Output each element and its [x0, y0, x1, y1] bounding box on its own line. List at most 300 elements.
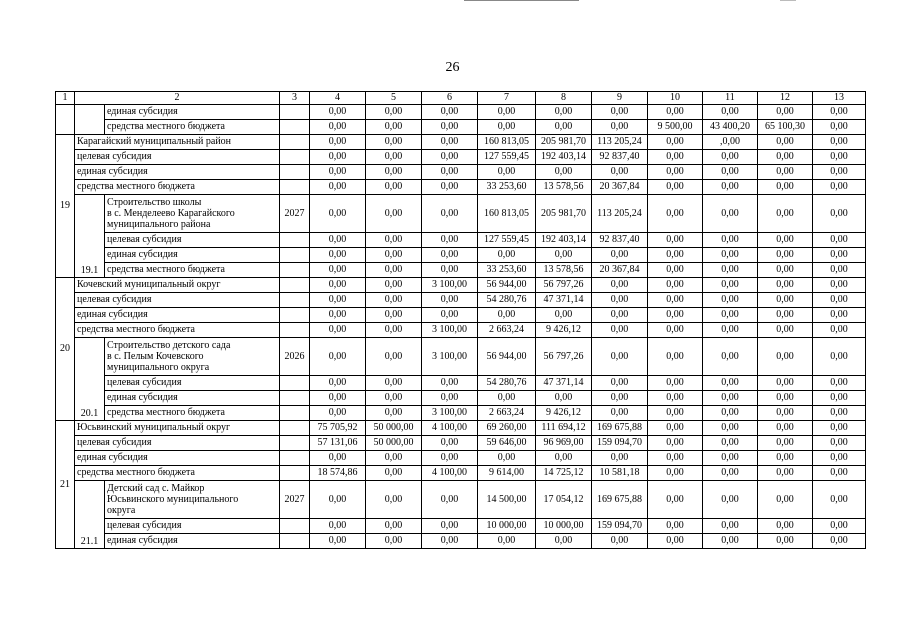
value-cell: 0,00 [592, 376, 648, 391]
value-cell: 0,00 [813, 150, 866, 165]
value-cell: 0,00 [310, 263, 366, 278]
value-cell: 0,00 [366, 338, 422, 376]
section-number: 20 [56, 278, 75, 421]
value-cell: 0,00 [758, 165, 813, 180]
year-cell [280, 451, 310, 466]
value-cell: 0,00 [422, 150, 478, 165]
value-cell: 0,00 [478, 451, 536, 466]
value-cell: 0,00 [648, 308, 703, 323]
value-cell: 10 581,18 [592, 466, 648, 481]
value-cell: 0,00 [648, 406, 703, 421]
value-cell: 0,00 [813, 338, 866, 376]
value-cell: 169 675,88 [592, 421, 648, 436]
year-cell: 2027 [280, 195, 310, 233]
value-cell: 0,00 [310, 248, 366, 263]
year-cell [280, 421, 310, 436]
year-cell [280, 293, 310, 308]
year-cell [280, 278, 310, 293]
section-title: Юсьвинский муниципальный округ [75, 421, 280, 436]
value-cell: 54 280,76 [478, 376, 536, 391]
value-cell: 0,00 [648, 105, 703, 120]
value-cell: 0,00 [422, 263, 478, 278]
year-cell [280, 534, 310, 549]
header-cell: 13 [813, 92, 866, 105]
value-cell: 0,00 [536, 534, 592, 549]
value-cell: 57 131,06 [310, 436, 366, 451]
top-rule [464, 0, 579, 1]
value-cell: 0,00 [758, 406, 813, 421]
value-cell: 0,00 [366, 263, 422, 278]
value-cell: 0,00 [422, 165, 478, 180]
value-cell: 0,00 [703, 165, 758, 180]
value-cell: 160 813,05 [478, 135, 536, 150]
value-cell: 0,00 [592, 406, 648, 421]
year-cell [280, 135, 310, 150]
year-cell [280, 391, 310, 406]
header-cell: 9 [592, 92, 648, 105]
table-row [56, 293, 866, 308]
value-cell: 0,00 [422, 135, 478, 150]
value-cell: 47 371,14 [536, 376, 592, 391]
value-cell: 0,00 [758, 248, 813, 263]
value-cell: 0,00 [422, 436, 478, 451]
value-cell: 0,00 [422, 308, 478, 323]
value-cell: 56 797,26 [536, 338, 592, 376]
value-cell: 0,00 [758, 436, 813, 451]
value-cell: 0,00 [813, 519, 866, 534]
value-cell: 0,00 [703, 105, 758, 120]
value-cell: 0,00 [310, 165, 366, 180]
value-cell: 0,00 [813, 534, 866, 549]
value-cell: 0,00 [478, 248, 536, 263]
value-cell: 0,00 [648, 421, 703, 436]
value-cell: 0,00 [703, 180, 758, 195]
value-cell: 0,00 [758, 105, 813, 120]
value-cell: 0,00 [592, 248, 648, 263]
value-cell: 159 094,70 [592, 519, 648, 534]
table-row [56, 323, 866, 338]
value-cell: 0,00 [758, 323, 813, 338]
table-row [56, 120, 866, 135]
value-cell: 0,00 [758, 278, 813, 293]
row-label: целевая субсидия [75, 150, 280, 165]
value-cell: 0,00 [758, 391, 813, 406]
value-cell: 59 646,00 [478, 436, 536, 451]
value-cell: 4 100,00 [422, 421, 478, 436]
value-cell: 0,00 [592, 278, 648, 293]
value-cell: 0,00 [648, 293, 703, 308]
value-cell: 0,00 [478, 120, 536, 135]
value-cell: 0,00 [366, 120, 422, 135]
value-cell: 0,00 [813, 436, 866, 451]
value-cell: 192 403,14 [536, 150, 592, 165]
row-label: единая субсидия [105, 105, 280, 120]
value-cell: 13 578,56 [536, 263, 592, 278]
value-cell: 0,00 [648, 135, 703, 150]
value-cell: 0,00 [703, 481, 758, 519]
value-cell: 0,00 [703, 376, 758, 391]
value-cell: 0,00 [648, 263, 703, 278]
value-cell: 0,00 [366, 519, 422, 534]
value-cell: 0,00 [422, 180, 478, 195]
row-label: средства местного бюджета [105, 406, 280, 421]
value-cell: 0,00 [813, 451, 866, 466]
value-cell: 0,00 [592, 120, 648, 135]
value-cell: 0,00 [758, 519, 813, 534]
subsection-number: 21.1 [75, 481, 105, 549]
value-cell: 0,00 [758, 135, 813, 150]
value-cell: 0,00 [310, 376, 366, 391]
header-cell: 6 [422, 92, 478, 105]
value-cell: 14 725,12 [536, 466, 592, 481]
row-label: единая субсидия [105, 391, 280, 406]
value-cell: 0,00 [758, 376, 813, 391]
value-cell: 0,00 [366, 451, 422, 466]
value-cell: 0,00 [703, 323, 758, 338]
section-row [56, 421, 866, 436]
value-cell: 0,00 [536, 391, 592, 406]
project-row [56, 338, 866, 376]
value-cell: 0,00 [758, 466, 813, 481]
value-cell: 0,00 [758, 421, 813, 436]
table-row [56, 534, 866, 549]
table-row [56, 263, 866, 278]
row-label: единая субсидия [75, 165, 280, 180]
section-row [56, 135, 866, 150]
year-cell [280, 233, 310, 248]
row-label: единая субсидия [75, 308, 280, 323]
value-cell: 56 944,00 [478, 338, 536, 376]
value-cell: 0,00 [422, 120, 478, 135]
value-cell: 33 253,60 [478, 180, 536, 195]
value-cell: 0,00 [648, 534, 703, 549]
value-cell: 0,00 [758, 534, 813, 549]
value-cell: 0,00 [648, 248, 703, 263]
value-cell: 0,00 [592, 451, 648, 466]
header-cell: 5 [366, 92, 422, 105]
project-name [105, 195, 280, 233]
value-cell: 127 559,45 [478, 233, 536, 248]
page-number: 26 [445, 60, 460, 75]
value-cell: 0,00 [758, 293, 813, 308]
value-cell: 0,00 [536, 105, 592, 120]
value-cell: 0,00 [366, 293, 422, 308]
value-cell: 92 837,40 [592, 150, 648, 165]
table-row [56, 165, 866, 180]
value-cell: 0,00 [758, 150, 813, 165]
value-cell: 0,00 [310, 406, 366, 421]
table-row [56, 233, 866, 248]
value-cell: 0,00 [536, 451, 592, 466]
value-cell: 0,00 [366, 278, 422, 293]
value-cell: 0,00 [648, 150, 703, 165]
value-cell: 3 100,00 [422, 338, 478, 376]
year-cell: 2027 [280, 481, 310, 519]
value-cell: 0,00 [366, 323, 422, 338]
value-cell: 17 054,12 [536, 481, 592, 519]
value-cell: 0,00 [366, 406, 422, 421]
value-cell: 0,00 [478, 391, 536, 406]
subsection-number: 20.1 [75, 338, 105, 421]
value-cell: 0,00 [592, 391, 648, 406]
project-name-line: Детский сад с. Майкор [107, 483, 205, 494]
project-name-line: Юсьвинского муниципального [107, 494, 239, 505]
table-row [56, 451, 866, 466]
table-row [56, 248, 866, 263]
value-cell: 65 100,30 [758, 120, 813, 135]
value-cell: 20 367,84 [592, 180, 648, 195]
value-cell: 0,00 [310, 293, 366, 308]
value-cell: 0,00 [648, 233, 703, 248]
value-cell: 0,00 [813, 278, 866, 293]
value-cell: 0,00 [592, 338, 648, 376]
value-cell: 0,00 [703, 338, 758, 376]
row-label: средства местного бюджета [105, 120, 280, 135]
value-cell: 0,00 [478, 165, 536, 180]
value-cell: 9 426,12 [536, 406, 592, 421]
value-cell: 0,00 [703, 534, 758, 549]
section-number: 21 [56, 421, 75, 549]
section-title: Карагайский муниципальный район [75, 135, 280, 150]
year-cell [280, 466, 310, 481]
header-cell: 1 [56, 92, 75, 105]
value-cell: 0,00 [758, 451, 813, 466]
value-cell: 0,00 [703, 233, 758, 248]
value-cell: 0,00 [813, 263, 866, 278]
value-cell: 0,00 [813, 233, 866, 248]
value-cell: 0,00 [703, 150, 758, 165]
value-cell: 0,00 [366, 233, 422, 248]
value-cell: 0,00 [648, 436, 703, 451]
row-label: целевая субсидия [105, 233, 280, 248]
value-cell: 0,00 [366, 481, 422, 519]
value-cell: 10 000,00 [536, 519, 592, 534]
value-cell: 14 500,00 [478, 481, 536, 519]
value-cell: 0,00 [366, 195, 422, 233]
value-cell: 0,00 [310, 451, 366, 466]
value-cell: 0,00 [703, 293, 758, 308]
value-cell: 0,00 [422, 451, 478, 466]
value-cell: 0,00 [366, 180, 422, 195]
year-cell [280, 150, 310, 165]
value-cell: 159 094,70 [592, 436, 648, 451]
value-cell: 3 100,00 [422, 323, 478, 338]
value-cell: 0,00 [703, 451, 758, 466]
year-cell [280, 165, 310, 180]
value-cell: 0,00 [592, 293, 648, 308]
table-row [56, 105, 866, 120]
value-cell: 160 813,05 [478, 195, 536, 233]
value-cell: 0,00 [422, 519, 478, 534]
value-cell: 2 663,24 [478, 406, 536, 421]
value-cell: 113 205,24 [592, 195, 648, 233]
value-cell: 0,00 [536, 120, 592, 135]
year-cell [280, 105, 310, 120]
value-cell: 0,00 [366, 150, 422, 165]
value-cell: 0,00 [648, 323, 703, 338]
value-cell: 0,00 [813, 466, 866, 481]
value-cell: 0,00 [592, 323, 648, 338]
value-cell: 0,00 [758, 180, 813, 195]
project-name-line: муниципального района [107, 219, 211, 230]
header-cell: 8 [536, 92, 592, 105]
year-cell [280, 180, 310, 195]
value-cell: 0,00 [536, 248, 592, 263]
value-cell: 43 400,20 [703, 120, 758, 135]
value-cell: 0,00 [310, 519, 366, 534]
value-cell: 13 578,56 [536, 180, 592, 195]
value-cell: 0,00 [310, 150, 366, 165]
row-label: целевая субсидия [75, 436, 280, 451]
value-cell: 111 694,12 [536, 421, 592, 436]
table-row [56, 308, 866, 323]
value-cell: 0,00 [310, 180, 366, 195]
project-name-line: округа [107, 505, 136, 516]
table-row [56, 466, 866, 481]
year-cell [280, 376, 310, 391]
value-cell: 0,00 [648, 338, 703, 376]
table-row [56, 406, 866, 421]
row-label: единая субсидия [75, 451, 280, 466]
value-cell: 0,00 [813, 135, 866, 150]
row-label: средства местного бюджета [75, 323, 280, 338]
value-cell: 0,00 [310, 338, 366, 376]
value-cell: 2 663,24 [478, 323, 536, 338]
value-cell: 75 705,92 [310, 421, 366, 436]
value-cell: 0,00 [366, 466, 422, 481]
value-cell: 69 260,00 [478, 421, 536, 436]
value-cell: 0,00 [422, 233, 478, 248]
value-cell: 0,00 [648, 376, 703, 391]
project-name [105, 481, 280, 519]
row-label: целевая субсидия [105, 376, 280, 391]
value-cell: 92 837,40 [592, 233, 648, 248]
value-cell: 0,00 [422, 195, 478, 233]
table-row [56, 391, 866, 406]
subsection-number: 19.1 [75, 195, 105, 278]
value-cell: 0,00 [648, 481, 703, 519]
value-cell: 0,00 [366, 248, 422, 263]
header-cell: 4 [310, 92, 366, 105]
project-name-line: в с. Менделеево Карагайского [107, 208, 235, 219]
project-name-line: в с. Пелым Кочевского [107, 351, 204, 362]
value-cell: 56 797,26 [536, 278, 592, 293]
value-cell: 0,00 [422, 105, 478, 120]
value-cell: 0,00 [813, 248, 866, 263]
value-cell: 0,00 [310, 233, 366, 248]
value-cell: 0,00 [813, 481, 866, 519]
value-cell: 0,00 [310, 481, 366, 519]
project-row [56, 481, 866, 519]
year-cell [280, 406, 310, 421]
year-cell [280, 323, 310, 338]
value-cell: 0,00 [703, 519, 758, 534]
value-cell: 0,00 [422, 293, 478, 308]
table-row [56, 150, 866, 165]
value-cell: 0,00 [648, 466, 703, 481]
value-cell: 0,00 [310, 278, 366, 293]
value-cell: 0,00 [366, 376, 422, 391]
value-cell: 0,00 [648, 165, 703, 180]
value-cell: 18 574,86 [310, 466, 366, 481]
value-cell: 0,00 [310, 135, 366, 150]
value-cell: 0,00 [422, 534, 478, 549]
value-cell: 0,00 [310, 308, 366, 323]
value-cell: 0,00 [813, 406, 866, 421]
value-cell: 0,00 [813, 323, 866, 338]
value-cell: 0,00 [592, 308, 648, 323]
project-name-line: Строительство школы [107, 197, 202, 208]
value-cell: 0,00 [703, 391, 758, 406]
value-cell: 0,00 [592, 165, 648, 180]
year-cell: 2026 [280, 338, 310, 376]
year-cell [280, 248, 310, 263]
value-cell: 0,00 [310, 391, 366, 406]
value-cell: 0,00 [366, 105, 422, 120]
value-cell: 0,00 [758, 263, 813, 278]
value-cell: 0,00 [310, 534, 366, 549]
value-cell: 0,00 [813, 421, 866, 436]
project-name [105, 338, 280, 376]
value-cell: 0,00 [813, 308, 866, 323]
section-row [56, 278, 866, 293]
value-cell: 50 000,00 [366, 421, 422, 436]
value-cell: 0,00 [758, 195, 813, 233]
value-cell: 0,00 [758, 338, 813, 376]
project-name-line: муниципального округа [107, 362, 210, 373]
year-cell [280, 436, 310, 451]
value-cell: 54 280,76 [478, 293, 536, 308]
value-cell: 0,00 [703, 308, 758, 323]
top-rule-short [780, 0, 796, 1]
header-cell: 2 [75, 92, 280, 105]
value-cell: 205 981,70 [536, 195, 592, 233]
value-cell: 0,00 [422, 248, 478, 263]
value-cell: 0,00 [648, 195, 703, 233]
value-cell: 0,00 [366, 135, 422, 150]
value-cell: 0,00 [703, 421, 758, 436]
value-cell: 0,00 [310, 120, 366, 135]
value-cell: 0,00 [648, 278, 703, 293]
year-cell [280, 263, 310, 278]
value-cell: 0,00 [366, 165, 422, 180]
value-cell: 0,00 [648, 391, 703, 406]
value-cell: 0,00 [703, 263, 758, 278]
index-cell [56, 105, 75, 135]
row-label: средства местного бюджета [75, 466, 280, 481]
value-cell: 0,00 [422, 376, 478, 391]
value-cell: 0,00 [813, 105, 866, 120]
row-label: целевая субсидия [75, 293, 280, 308]
value-cell: 33 253,60 [478, 263, 536, 278]
value-cell: 0,00 [813, 120, 866, 135]
section-number: 19 [56, 135, 75, 278]
value-cell: 0,00 [648, 519, 703, 534]
value-cell: 10 000,00 [478, 519, 536, 534]
year-cell [280, 308, 310, 323]
header-cell: 3 [280, 92, 310, 105]
section-title: Кочевский муниципальный округ [75, 278, 280, 293]
budget-table-body [56, 92, 866, 549]
value-cell: 0,00 [592, 105, 648, 120]
header-row [56, 92, 866, 105]
header-cell: 12 [758, 92, 813, 105]
value-cell: 192 403,14 [536, 233, 592, 248]
value-cell: 3 100,00 [422, 406, 478, 421]
value-cell: 0,00 [758, 233, 813, 248]
value-cell: 0,00 [478, 308, 536, 323]
value-cell: 4 100,00 [422, 466, 478, 481]
